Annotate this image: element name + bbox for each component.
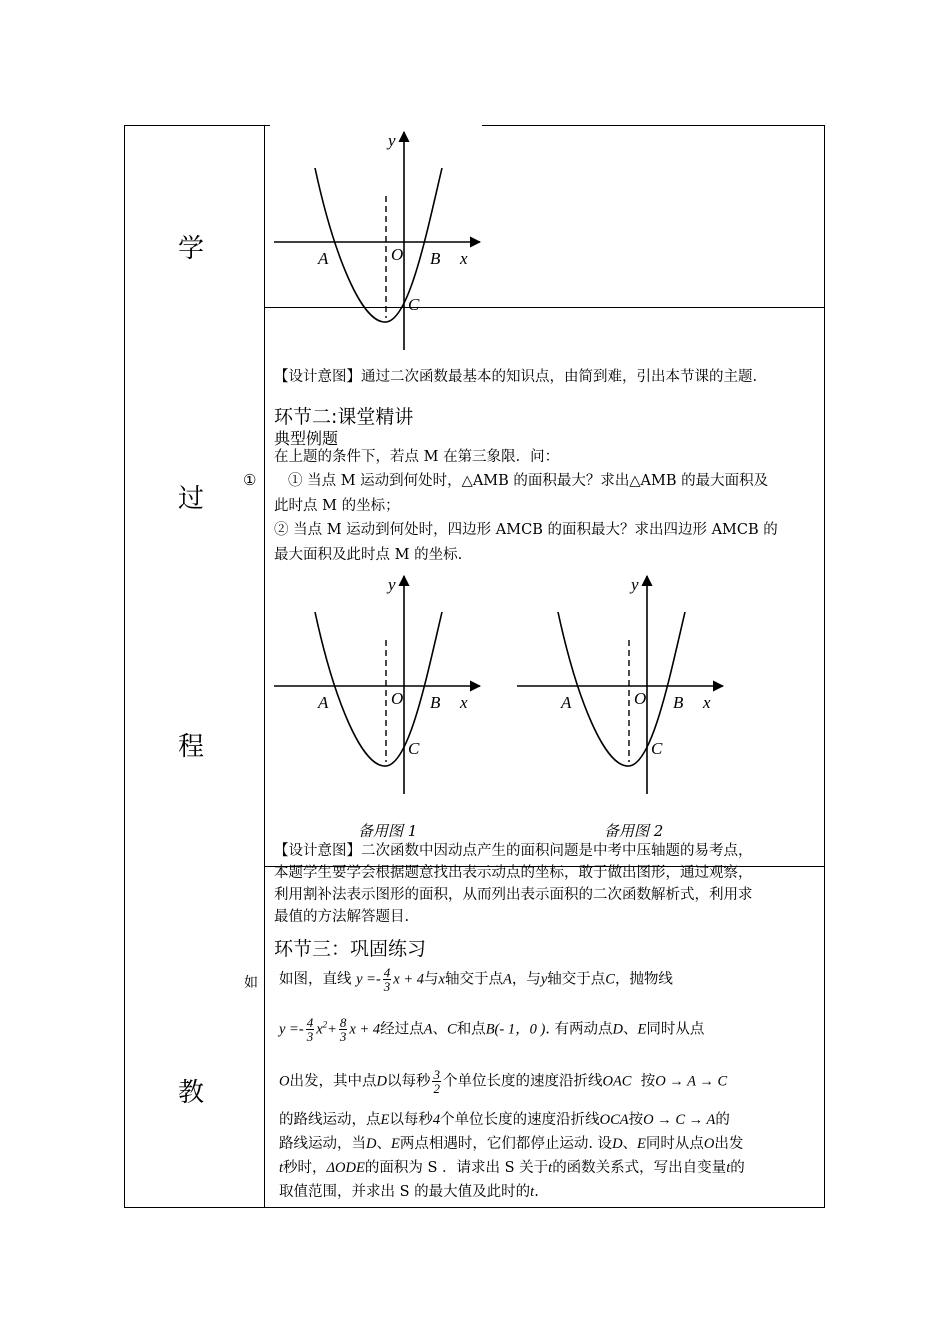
text: 、	[622, 1021, 638, 1038]
problem-line-6	[279, 1160, 745, 1177]
question2-line-b: 最大面积及此时点 M 的坐标.	[274, 547, 463, 563]
denominator: 3	[383, 979, 391, 994]
math: D	[366, 1136, 377, 1152]
label-O: O	[391, 689, 404, 708]
text: 轴交于点	[547, 971, 606, 988]
math: E	[390, 1136, 400, 1152]
parabola-graph-backup-1	[274, 572, 486, 798]
text: 路线运动，当	[279, 1136, 366, 1152]
math: O → C → A	[643, 1112, 716, 1128]
fraction	[383, 966, 392, 993]
math: E	[637, 1136, 646, 1152]
text: 以每秒	[389, 1112, 433, 1128]
text: 个单位长度的速度沿折线	[440, 1112, 600, 1128]
text: 秒时，	[283, 1160, 327, 1176]
math: D	[376, 1073, 387, 1090]
design-intent-2-line2: 本题学生要学会根据题意找出表示动点的坐标，敢于做出图形，通过观察，	[274, 865, 753, 881]
section2-subheading: 典型例题	[274, 429, 339, 448]
text: 、	[622, 1136, 638, 1152]
label-O: O	[634, 689, 647, 708]
math: D	[612, 1136, 623, 1152]
label-x: x	[460, 249, 468, 268]
math: +	[327, 1021, 337, 1038]
text: 按	[640, 1073, 656, 1090]
numerator: 3	[433, 1067, 440, 1082]
label-O: O	[391, 245, 404, 264]
fraction	[339, 1016, 348, 1043]
math: ΔODE	[326, 1160, 365, 1176]
section2-heading: 环节二:课堂精讲	[274, 406, 414, 428]
numerator: 8	[339, 1015, 347, 1030]
fraction	[306, 1016, 315, 1043]
text: 、	[432, 1021, 448, 1038]
problem-line-4	[279, 1112, 730, 1129]
text: 与	[424, 971, 439, 988]
label-C: C	[408, 295, 420, 314]
math: 4	[432, 1112, 441, 1128]
ru-char: 如	[244, 975, 258, 991]
text: 取值范围，并求出 S 的最大值及此时的	[279, 1184, 531, 1200]
denominator: 2	[433, 1081, 440, 1096]
text: . 有两动点	[545, 1021, 613, 1038]
label-B: B	[430, 693, 441, 712]
question2-line-a: ② 当点 M 运动到何处时，四边形 AMCB 的面积最大？求出四边形 AMCB 的	[274, 522, 778, 538]
label-A: A	[318, 249, 329, 268]
design-intent-2-line3: 利用割补法表示图形的面积，从而列出表示面积的二次函数解析式，利用求	[274, 887, 753, 903]
parabola-curve	[315, 168, 442, 322]
label-y: y	[631, 575, 639, 594]
fraction	[432, 1068, 441, 1095]
label-A: A	[318, 693, 329, 712]
label-y: y	[388, 575, 396, 594]
text: 按	[628, 1112, 644, 1128]
superscript: 2	[322, 1019, 328, 1030]
math: x + 4	[393, 971, 425, 988]
parabola-graph-top	[274, 128, 486, 354]
question1-line-a: ① 当点 M 运动到何处时，△AMB 的面积最大？求出△AMB 的最大面积及	[288, 473, 769, 489]
math: A	[423, 1021, 433, 1038]
problem-line-2	[279, 1016, 704, 1043]
label-A: A	[561, 693, 572, 712]
text: 、	[376, 1136, 391, 1152]
question1-line-b: 此时点 M 的坐标；	[274, 498, 400, 514]
section3-heading: 环节三：巩固练习	[274, 938, 427, 960]
math: x + 4	[349, 1021, 381, 1038]
text: 的面积为 S ．请求出 S 关于	[364, 1160, 549, 1176]
math: E	[380, 1112, 390, 1128]
math: y =-	[356, 971, 381, 988]
denominator: 3	[339, 1029, 347, 1044]
text: 经过点	[380, 1021, 424, 1038]
text: ，抛物线	[614, 971, 673, 988]
label-y: y	[388, 131, 396, 150]
side-label-guo: 过	[178, 484, 205, 514]
problem-line-3	[279, 1068, 727, 1095]
label-C: C	[408, 739, 420, 758]
math: t	[548, 1160, 553, 1176]
math: C	[447, 1021, 457, 1038]
math: D	[612, 1021, 623, 1038]
caption-backup-2: 备用图 2	[604, 822, 664, 840]
math: O	[279, 1073, 290, 1090]
parabola-curve	[315, 612, 442, 766]
math: y =-	[279, 1021, 304, 1038]
math: A	[502, 971, 512, 988]
math: x	[316, 1021, 323, 1038]
design-intent-2-line1: 【设计意图】二次函数中因动点产生的面积问题是中考中压轴题的易考点，	[274, 843, 753, 859]
side-label-cheng: 程	[178, 732, 205, 762]
math: t	[530, 1184, 535, 1200]
denominator: 3	[306, 1029, 314, 1044]
math: OCA	[599, 1112, 629, 1128]
design-intent-1: 【设计意图】通过二次函数最基本的知识点，由简到难，引出本节课的主题.	[274, 369, 758, 385]
math: O	[703, 1136, 715, 1152]
section2-line1: 在上题的条件下，若点 M 在第三象限．问：	[274, 449, 560, 465]
side-label-xue: 学	[178, 234, 205, 264]
math: OAC	[602, 1073, 632, 1090]
text: ，与	[511, 971, 541, 988]
text: 同时从点	[646, 1021, 705, 1038]
text: 同时从点	[645, 1136, 704, 1152]
text: 出发	[714, 1136, 744, 1152]
math: t	[279, 1160, 284, 1176]
problem-line-5	[279, 1136, 743, 1153]
text: 轴交于点	[444, 971, 503, 988]
label-B: B	[673, 693, 684, 712]
problem-line-1	[279, 966, 673, 993]
label-x: x	[703, 693, 711, 712]
text: 个单位长度的速度沿折线	[442, 1073, 603, 1090]
design-intent-2-line4: 最值的方法解答题目.	[274, 909, 410, 925]
text: 的	[715, 1112, 730, 1128]
text: 和点	[456, 1021, 486, 1038]
label-x: x	[460, 693, 468, 712]
math: B(- 1，0 )	[485, 1021, 546, 1038]
numerator: 4	[383, 965, 391, 980]
parabola-graph-backup-2	[517, 572, 729, 798]
math: y	[540, 971, 548, 988]
text: 的路线运动，点	[279, 1112, 381, 1128]
side-label-jiao: 教	[178, 1078, 205, 1108]
math: t	[726, 1160, 731, 1176]
circled-number: ①	[243, 471, 257, 489]
text: 两点相遇时，它们都停止运动. 设	[399, 1136, 613, 1152]
column-divider	[264, 125, 265, 1208]
text: .	[534, 1184, 539, 1200]
math: C	[605, 971, 615, 988]
math: x	[438, 971, 445, 988]
parabola-curve	[558, 612, 685, 766]
text: 以每秒	[386, 1073, 431, 1090]
label-B: B	[430, 249, 441, 268]
math: O → A → C	[655, 1073, 728, 1090]
math: E	[637, 1021, 647, 1038]
numerator: 4	[306, 1015, 314, 1030]
text: 的	[730, 1160, 745, 1176]
caption-backup-1: 备用图 1	[358, 822, 418, 840]
text: 的函数关系式，写出自变量	[552, 1160, 727, 1176]
label-C: C	[651, 739, 663, 758]
problem-line-7	[279, 1184, 539, 1201]
text: 如图，直线	[279, 971, 352, 988]
text: 出发，其中点	[289, 1073, 377, 1090]
